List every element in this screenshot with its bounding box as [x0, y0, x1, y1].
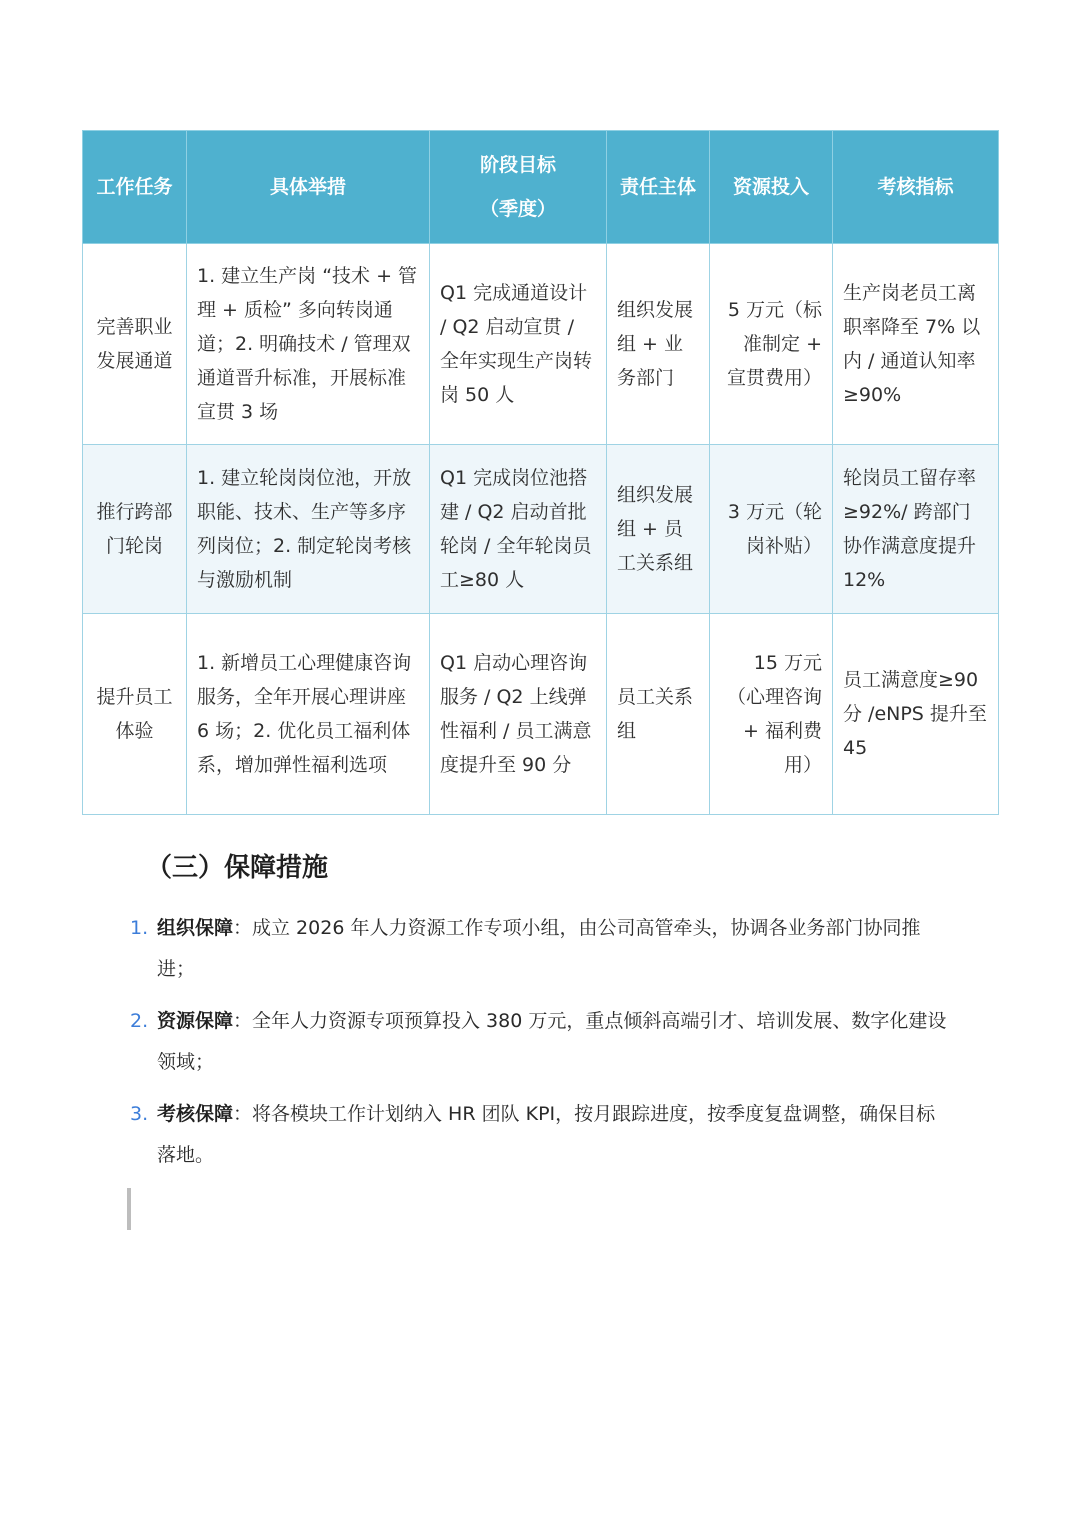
table-row: [83, 244, 999, 445]
list-item: [130, 1094, 950, 1176]
safeguard-list: [130, 908, 950, 1187]
header-goal-line1: 阶段目标: [479, 154, 556, 176]
table-row: [83, 614, 999, 815]
cell-kpi: 轮岗员工留存率≥92%/ 跨部门协作满意度提升 12%: [833, 445, 999, 614]
cell-owner: 组织发展组 + 员工关系组: [607, 445, 710, 614]
list-number: 2.: [130, 1010, 149, 1032]
table-header-row: [83, 131, 999, 244]
header-measures: 具体举措: [187, 131, 430, 244]
cell-resource: 15 万元（心理咨询 + 福利费用）: [710, 614, 833, 815]
list-item: [130, 1001, 950, 1083]
cell-owner: 员工关系组: [607, 614, 710, 815]
list-item-text: ：成立 2026 年人力资源工作专项小组，由公司高管牵头，协调各业务部门协同推进；: [157, 917, 921, 980]
list-item-label: 考核保障: [157, 1103, 234, 1125]
header-goal: [430, 131, 607, 244]
cell-owner: 组织发展组 + 业务部门: [607, 244, 710, 445]
table-row: [83, 445, 999, 614]
cell-goal: Q1 完成岗位池搭建 / Q2 启动首批轮岗 / 全年轮岗员工≥80 人: [430, 445, 607, 614]
header-owner: 责任主体: [607, 131, 710, 244]
list-item-label: 资源保障: [157, 1010, 234, 1032]
header-goal-line2: （季度）: [479, 198, 556, 220]
cell-measures: 1. 新增员工心理健康咨询服务，全年开展心理讲座 6 场；2. 优化员工福利体系，增加弹性福利选项: [187, 614, 430, 815]
header-kpi: 考核指标: [833, 131, 999, 244]
section-title: （三）保障措施: [146, 853, 329, 883]
empty-blockquote-bar: [127, 1188, 131, 1230]
list-number: 3.: [130, 1103, 149, 1125]
cell-resource: 3 万元（轮岗补贴）: [710, 445, 833, 614]
cell-task: 提升员工体验: [83, 614, 187, 815]
cell-task: 完善职业发展通道: [83, 244, 187, 445]
cell-task: 推行跨部门轮岗: [83, 445, 187, 614]
list-number: 1.: [130, 917, 149, 939]
work-plan-table: [82, 130, 999, 815]
list-item-text: ：将各模块工作计划纳入 HR 团队 KPI，按月跟踪进度，按季度复盘调整，确保目标落地。: [157, 1103, 936, 1166]
cell-measures: 1. 建立生产岗 “技术 + 管理 + 质检” 多向转岗通道；2. 明确技术 / 管理双通道晋升标准，开展标准宣贯 3 场: [187, 244, 430, 445]
cell-goal: Q1 完成通道设计 / Q2 启动宣贯 / 全年实现生产岗转岗 50 人: [430, 244, 607, 445]
list-item: [130, 908, 950, 990]
cell-goal: Q1 启动心理咨询服务 / Q2 上线弹性福利 / 员工满意度提升至 90 分: [430, 614, 607, 815]
header-task: 工作任务: [83, 131, 187, 244]
list-item-text: ：全年人力资源专项预算投入 380 万元，重点倾斜高端引才、培训发展、数字化建设领域；: [157, 1010, 947, 1073]
cell-kpi: 员工满意度≥90 分 /eNPS 提升至 45: [833, 614, 999, 815]
list-item-label: 组织保障: [157, 917, 234, 939]
cell-measures: 1. 建立轮岗岗位池，开放职能、技术、生产等多序列岗位；2. 制定轮岗考核与激励机制: [187, 445, 430, 614]
header-resource: 资源投入: [710, 131, 833, 244]
cell-kpi: 生产岗老员工离职率降至 7% 以内 / 通道认知率≥90%: [833, 244, 999, 445]
cell-resource: 5 万元（标准制定 + 宣贯费用）: [710, 244, 833, 445]
